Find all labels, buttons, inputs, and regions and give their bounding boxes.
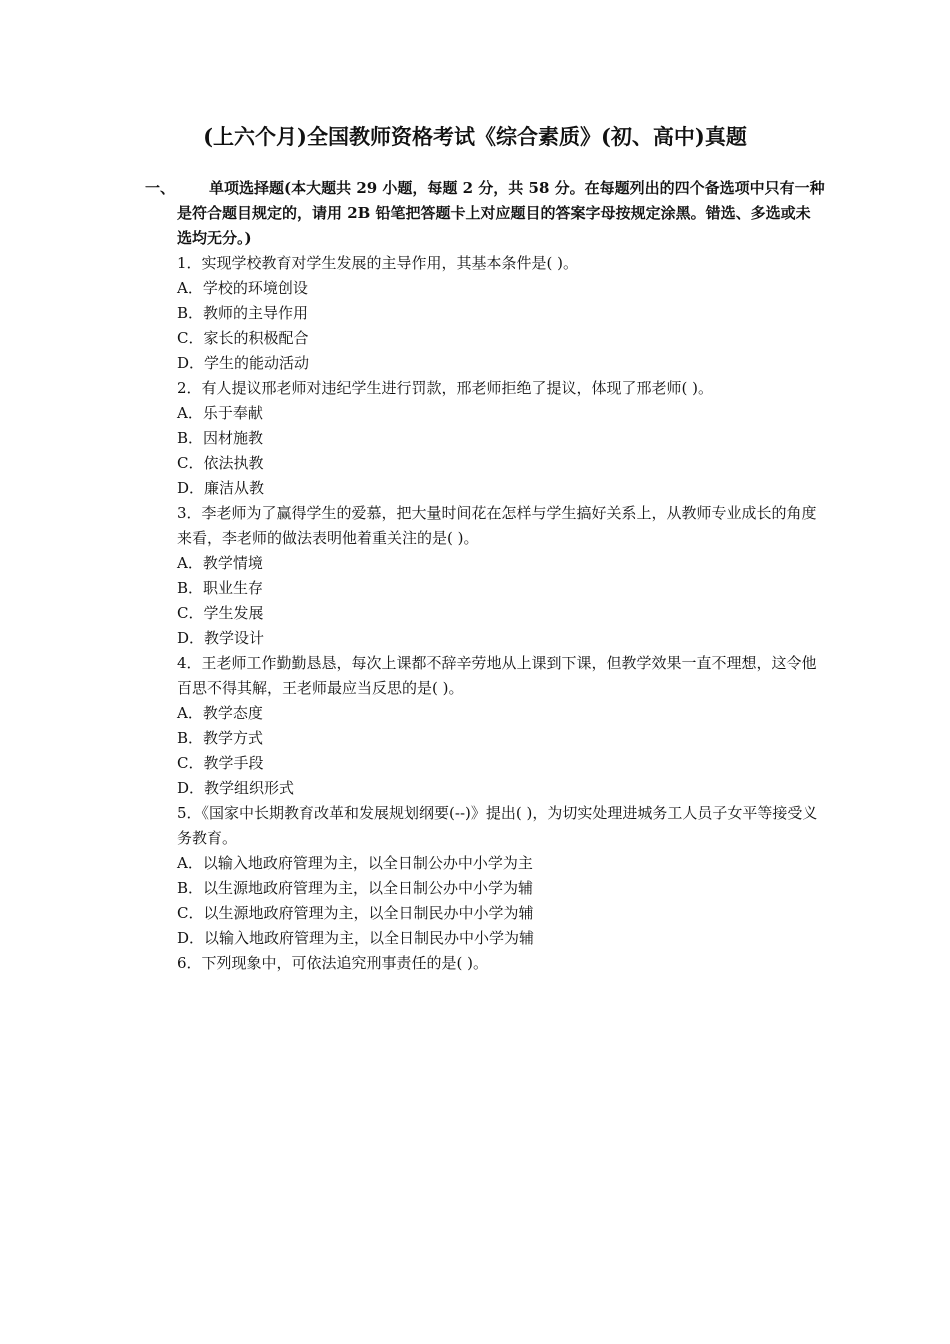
question-text: 4．王老师工作勤勤恳恳，每次上课都不辞辛劳地从上课到下课，但教学效果一直不理想，这令他百思不得其解，王老师最应当反思的是( )。	[177, 654, 817, 697]
option-c: C．依法执教	[177, 454, 264, 472]
option-b: B．教师的主导作用	[177, 304, 309, 322]
option-a: A．乐于奉献	[177, 404, 263, 422]
option-a: A．教学情境	[177, 554, 263, 572]
question-text: 5．《国家中长期教育改革和发展规划纲要(--)》提出( )，为切实处理进城务工人员子女平等接受义务教育。	[177, 804, 818, 847]
question-text: 6．下列现象中，可依法追究刑事责任的是( )。	[177, 954, 489, 972]
option-b: B．教学方式	[177, 729, 264, 747]
question-text: 2．有人提议邢老师对违纪学生进行罚款，邢老师拒绝了提议，体现了邢老师( )。	[177, 379, 714, 397]
option-b: B．因材施教	[177, 429, 264, 447]
option-c: C．学生发展	[177, 604, 264, 622]
section-number: 一、	[145, 179, 176, 197]
option-c: C．以生源地政府管理为主，以全日制民办中小学为辅	[177, 904, 534, 922]
question-list	[177, 251, 827, 976]
document-title: (上六个月)全国教师资格考试《综合素质》(初、高中)真题	[203, 124, 747, 149]
option-a: A．教学态度	[177, 704, 263, 722]
option-d: D．学生的能动活动	[177, 354, 310, 372]
option-d: D．廉洁从教	[177, 479, 265, 497]
question-4	[177, 651, 827, 801]
question-text: 3．李老师为了赢得学生的爱慕，把大量时间花在怎样与学生搞好关系上，从教师专业成长的角度来看，李老师的做法表明他着重关注的是( )。	[177, 504, 817, 547]
option-d: D．教学组织形式	[177, 779, 295, 797]
question-6	[177, 951, 827, 976]
question-3	[177, 501, 827, 651]
question-text: 1．实现学校教育对学生发展的主导作用，其基本条件是( )。	[177, 254, 579, 272]
section-instructions: 单项选择题(本大题共 29 小题，每题 2 分，共 58 分。在每题列出的四个备选项中只有一种是符合题目规定的，请用 2B 铅笔把答题卡上对应题目的答案字母按规定涂黑。错选、多选或未选均无分。)	[177, 179, 825, 247]
option-a: A．以输入地政府管理为主，以全日制公办中小学为主	[177, 854, 533, 872]
option-b: B．以生源地政府管理为主，以全日制公办中小学为辅	[177, 879, 534, 897]
question-1	[177, 251, 827, 376]
option-d: D．教学设计	[177, 629, 265, 647]
option-c: C．家长的积极配合	[177, 329, 309, 347]
option-b: B．职业生存	[177, 579, 264, 597]
section-header	[145, 176, 825, 251]
option-d: D．以输入地政府管理为主，以全日制民办中小学为辅	[177, 929, 535, 947]
option-c: C．教学手段	[177, 754, 264, 772]
question-2	[177, 376, 827, 501]
question-5	[177, 801, 827, 951]
option-a: A．学校的环境创设	[177, 279, 308, 297]
